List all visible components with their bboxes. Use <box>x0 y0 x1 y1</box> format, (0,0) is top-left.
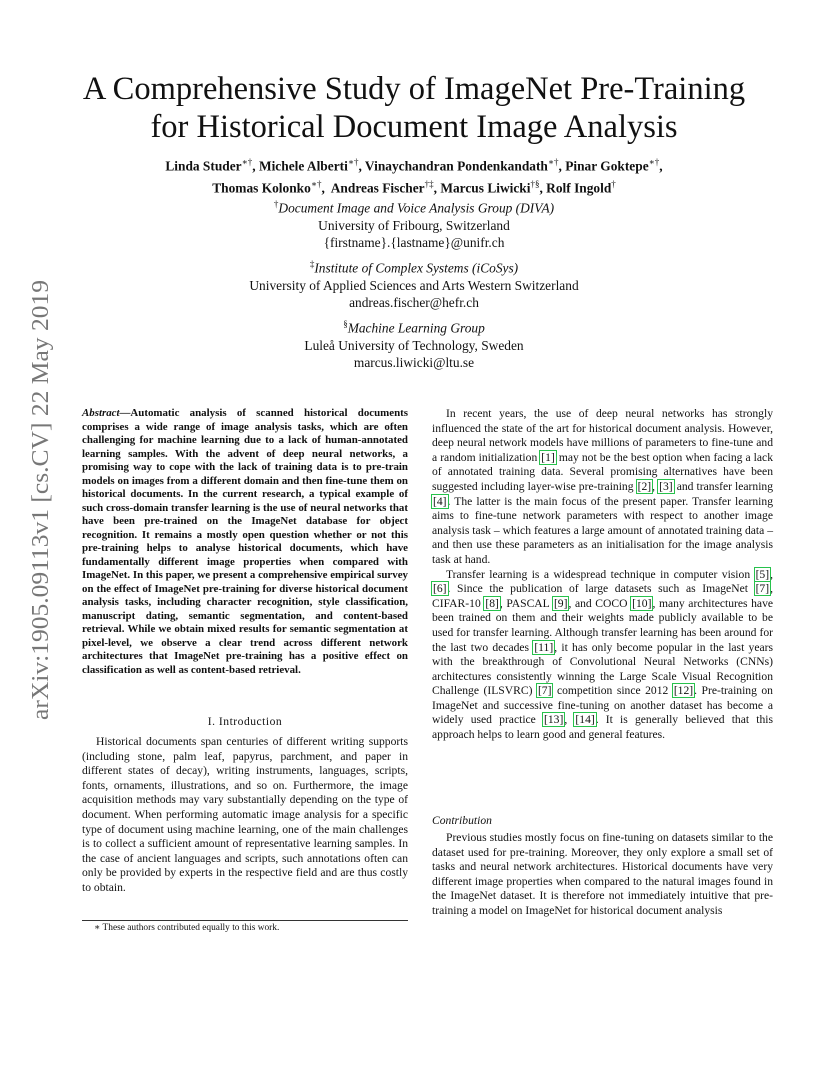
author-name: Rolf Ingold <box>546 180 612 196</box>
author-marks: ∗† <box>347 157 359 167</box>
citation-link[interactable]: [12] <box>673 684 694 698</box>
citation-link[interactable]: [7] <box>537 684 552 698</box>
author-name: Michele Alberti <box>258 158 348 174</box>
affiliation-group: Document Image and Voice Analysis Group (DIVA) <box>278 200 555 216</box>
affiliation-mark: † <box>273 199 279 209</box>
affiliation-email: andreas.fischer@hefr.ch <box>349 295 479 311</box>
text-run: competition since 2012 <box>552 684 673 698</box>
abstract-label: Abstract <box>82 407 120 419</box>
text-run: . Since the publication of large datasets such as ImageNet <box>447 582 755 596</box>
citation-link[interactable]: [9] <box>553 596 568 610</box>
text-run: , <box>564 713 575 727</box>
affiliation-mark: ‡ <box>309 259 315 269</box>
author-name: Thomas Kolonko <box>212 180 311 196</box>
paper-title <box>40 70 788 146</box>
section-heading: I. Introduction <box>207 715 283 728</box>
affiliation-email: {firstname}.{lastname}@unifr.ch <box>323 235 505 251</box>
text-run: , CIFAR-10 <box>432 582 773 610</box>
author-marks: † <box>611 179 616 190</box>
paragraph: Previous studies mostly focus on fine-tuning on datasets similar to the dataset used for pre-training. Moreover, they only explore a small set of tasks and neural network architectures. Historical documents have very different image properties when compared to the natural images found in the ImageNet dataset. It is therefore not immediately intuitive that pre-training a model on ImageNet for historical document analysis <box>432 831 773 917</box>
author-marks: †§ <box>530 179 540 190</box>
text-run: and transfer learning <box>673 479 774 493</box>
affiliation-group: Machine Learning Group <box>347 320 485 336</box>
affiliation-institution: University of Fribourg, Switzerland <box>318 217 510 233</box>
paragraph <box>432 568 773 743</box>
footnote-rule <box>82 920 408 921</box>
citation-link[interactable]: [4] <box>433 494 447 508</box>
paragraph: Historical documents span centuries of different writing supports (including stone, palm leaf, papyrus, parchment, and paper in different states of decay), writing instruments, languages, scripts, fonts, ornaments, illustrations, and so on. Furthermore, the image acquisition methods may vary substantially depending on the type of document. When performing automatic image analysis for a specific type of document using machine learning, one of the main challenges is to collect a sufficient amount of representative learning samples. In the case of ancient languages and scripts, such annotations often can only be provided by experts in the respective field and are thus costly to obtain. <box>82 735 408 894</box>
author-name: Andreas Fischer <box>330 180 425 196</box>
text-run: may not be the best option when facing a lack of annotated training data. Several promising alternatives have been suggested including layer-wise pre-training <box>432 450 773 493</box>
footnote: ∗ These authors contributed equally to this work. <box>94 923 280 933</box>
arxiv-stamp <box>10 280 60 720</box>
author-marks: ∗† <box>547 157 559 167</box>
author-marks: †‡ <box>424 179 434 190</box>
text-run: , it has only become popular in the last years with the breakthrough of Convolutional Neural Networks (CNNs) architectures consistently winning the Large Scale Visual Recognition Challenge (ILSVRC) <box>432 640 773 698</box>
text-run: Transfer learning is a widespread technique in computer vision <box>446 567 755 581</box>
affiliation-mark: § <box>343 319 348 329</box>
citation-link[interactable]: [3] <box>659 479 673 493</box>
author-name: Vinaychandran Pondenkandath <box>364 158 548 174</box>
arxiv-stamp-text: arXiv:1905.09113v1 [cs.CV] 22 May 2019 <box>27 297 54 720</box>
text-run: In recent years, the use of deep neural networks has strongly influenced the state of the art for historical document analysis. However, deep neural network models have millions of parameters to fine-tune and a random initialization <box>432 407 773 464</box>
text-run: , PASCAL <box>499 596 553 610</box>
author-marks: ∗† <box>241 157 253 167</box>
citation-link[interactable]: [6] <box>433 582 447 596</box>
citation-link[interactable]: [8] <box>485 596 499 610</box>
text-run: . The latter is the main focus of the present paper. Transfer learning aims to fine-tune network parameters with respect to another image analysis task – which features a large amount of annotated training data – and then use these parameters as an initialisation for the image analysis task at hand. <box>432 494 773 566</box>
author-name: Marcus Liwicki <box>440 180 531 196</box>
citation-link[interactable]: [5] <box>755 567 770 581</box>
affiliation-ml-group <box>100 316 728 372</box>
affiliation-institution: Luleå University of Technology, Sweden <box>304 337 524 353</box>
author-list: Linda Studer∗†, Michele Alberti∗†, Vinaychandran Pondenkandath∗†, Pinar Goktepe∗†, Thomas Kolonko∗†, Andreas Fischer†‡, Marcus Liwicki†§, Rolf Ingold† <box>165 157 663 196</box>
abstract <box>82 407 408 677</box>
citation-link[interactable]: [14] <box>575 713 595 727</box>
right-column <box>432 407 773 743</box>
subsection-body <box>432 831 773 919</box>
affiliation-institution: University of Applied Sciences and Arts Western Switzerland <box>249 277 579 293</box>
citation-link[interactable]: [7] <box>755 582 770 596</box>
author-name: Linda Studer <box>165 158 242 174</box>
citation-link[interactable]: [2] <box>637 479 652 493</box>
section-body <box>82 735 408 896</box>
author-name: Pinar Goktepe <box>565 158 649 174</box>
title-line-1: A Comprehensive Study of ImageNet Pre-Training <box>82 71 746 107</box>
citation-link[interactable]: [13] <box>544 713 564 727</box>
text-run: , <box>770 567 773 581</box>
text-run: . It is generally believed that this approach helps to learn good and general features. <box>432 713 773 742</box>
affiliation-email: marcus.liwicki@ltu.se <box>353 355 475 371</box>
text-run: , many architectures have been trained on them and their weights made publicly available to be used for transfer learning. Although transfer learning has been around for the last two decades <box>432 596 774 654</box>
author-marks: ∗† <box>648 157 660 167</box>
citation-link[interactable]: [11] <box>534 640 554 654</box>
text-run: , <box>652 479 659 493</box>
text-run: , and COCO <box>568 596 632 610</box>
citation-link[interactable]: [1] <box>541 450 555 464</box>
abstract-text: —Automatic analysis of scanned historical documents comprises a wide range of image analysis tasks, which are often challenging for machine learning due to a lack of human-annotated learning samples. With the advent of deep neural networks, a promising way to cope with the lack of training data is to pre-train models on images from a different domain and then fine-tune them on historical documents. In the current research, a typical example of such cross-domain transfer learning is the use of neural networks that have been pre-trained on the ImageNet database for object recognition. It remains a mostly open question whether or not this pre-training helps to analyse historical documents, which have fundamentally different image properties when compared with ImageNet. In this paper, we present a comprehensive empirical survey on the effect of ImageNet pre-training for diverse historical document analysis tasks, including character recognition, style classification, manuscript dating, semantic segmentation, and content-based retrieval. While we obtain mixed results for semantic segmentation at pixel-level, we observe a clear trend across different network architectures that ImageNet pre-training has a positive effect on classification as well as content-based retrieval. <box>82 407 408 676</box>
author-marks: ∗† <box>310 179 322 190</box>
title-line-2: for Historical Document Image Analysis <box>150 109 678 145</box>
affiliation-group: Institute of Complex Systems (iCoSys) <box>314 260 519 276</box>
subsection-heading: Contribution <box>432 814 492 827</box>
text-run: . Pre-training on ImageNet and successive fine-tuning on another dataset has become a widely used practice <box>432 684 773 727</box>
paragraph <box>432 407 773 568</box>
affiliation-icosys <box>100 256 728 312</box>
affiliation-diva <box>100 196 728 252</box>
citation-link[interactable]: [10] <box>632 596 652 610</box>
